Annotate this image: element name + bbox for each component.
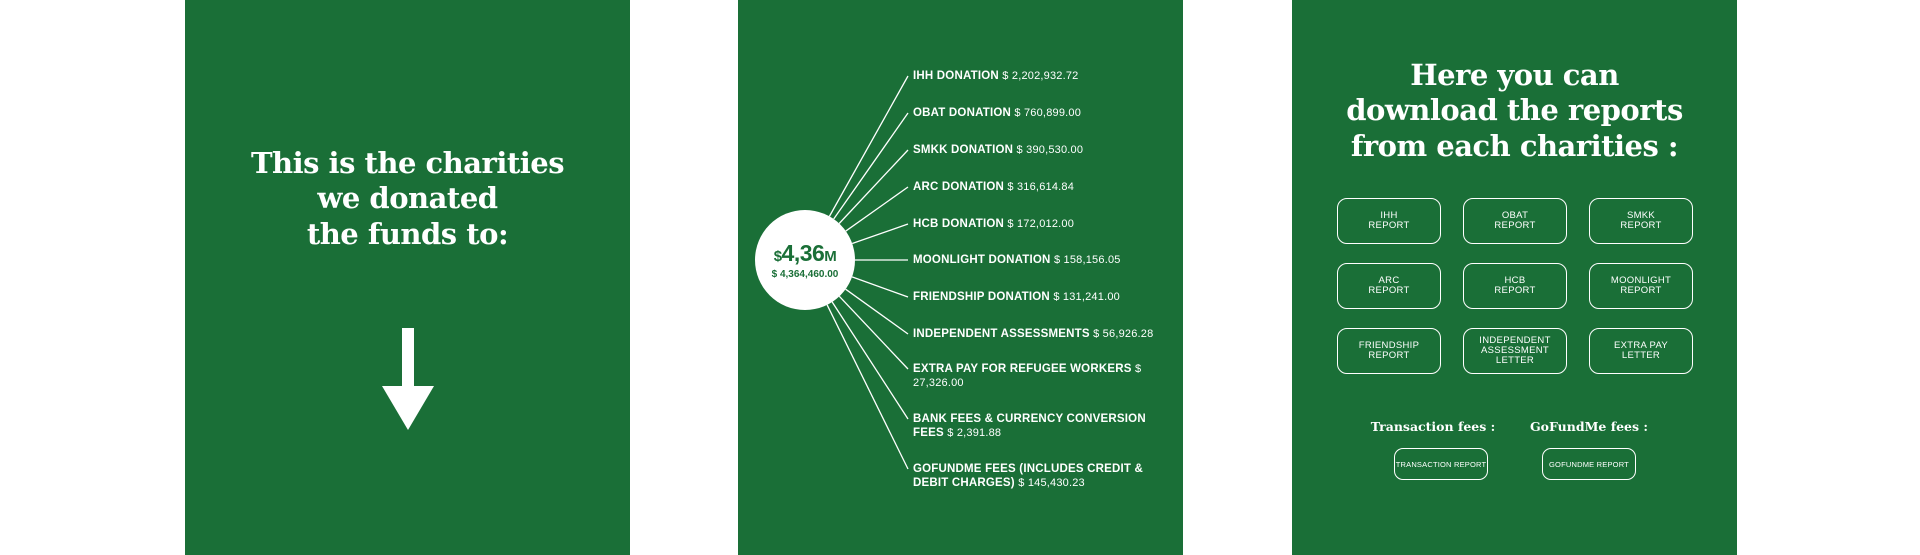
report-button-label — [1479, 336, 1550, 366]
donation-item — [913, 253, 1175, 267]
donation-item — [913, 462, 1175, 490]
donation-item — [913, 362, 1175, 390]
report-label-line: ASSESSMENT — [1481, 345, 1549, 356]
intro-title-line: we donated — [317, 181, 498, 216]
report-label-line: ARC — [1378, 275, 1400, 286]
report-button-label — [1620, 211, 1661, 231]
connector-line — [852, 277, 908, 297]
transaction-fees-label: Transaction fees : — [1370, 419, 1496, 434]
donation-name: BANK FEES & CURRENCY CONVERSION FEES — [913, 413, 1146, 439]
report-button[interactable] — [1463, 198, 1567, 244]
donation-amount: $ 131,241.00 — [1053, 291, 1120, 303]
report-button-label — [1368, 276, 1409, 296]
donation-item — [913, 143, 1175, 157]
donation-item — [913, 217, 1175, 231]
total-amount-short — [774, 240, 837, 267]
report-label-line: INDEPENDENT — [1479, 335, 1551, 346]
intro-title-line: This is the charities — [250, 146, 565, 180]
donation-amount: $ 56,926.28 — [1093, 328, 1154, 340]
report-button-label — [1368, 211, 1409, 231]
donation-name: IHH DONATION — [913, 70, 999, 82]
donation-name: ARC DONATION — [913, 181, 1004, 193]
reports-title-line: Here you can — [1410, 58, 1619, 92]
donation-item — [913, 290, 1175, 304]
donations-panel — [738, 0, 1183, 555]
donation-name: HCB DONATION — [913, 218, 1004, 230]
gofundme-report-button[interactable]: GOFUNDME REPORT — [1542, 448, 1636, 480]
report-label-line: REPORT — [1368, 285, 1410, 296]
donation-amount: $ 2,391.88 — [947, 427, 1002, 439]
report-label-line: MOONLIGHT — [1610, 275, 1672, 286]
donation-item — [913, 180, 1175, 194]
donation-item — [913, 106, 1175, 120]
connector-line — [834, 113, 908, 219]
report-button-label — [1611, 276, 1671, 296]
report-label-line: OBAT — [1501, 210, 1529, 221]
reports-panel — [1292, 0, 1737, 555]
donation-name: GOFUNDME FEES (INCLUDES CREDIT & DEBIT CHARGES) — [913, 463, 1144, 489]
connector-line — [827, 305, 908, 469]
donation-amount: $ 158,156.05 — [1053, 254, 1121, 266]
report-label-line: REPORT — [1494, 220, 1536, 231]
connector-line — [839, 296, 908, 369]
donation-amount: $ 145,430.23 — [1018, 477, 1085, 489]
total-circle — [755, 210, 855, 310]
donation-item — [913, 412, 1175, 440]
report-label-line: REPORT — [1368, 220, 1410, 231]
total-value: 4,36 — [781, 240, 825, 266]
arrow-down-icon — [382, 328, 434, 430]
connector-line — [852, 224, 908, 244]
donation-amount: $ 390,530.00 — [1016, 144, 1084, 156]
intro-title — [185, 146, 630, 252]
total-amount-full: $ 4,364,460.00 — [771, 269, 839, 280]
connector-line — [846, 289, 908, 334]
donation-amount: $ 172,012.00 — [1007, 218, 1075, 230]
report-label-line: IHH — [1380, 210, 1398, 221]
report-label-line: REPORT — [1620, 285, 1662, 296]
report-button-label — [1494, 211, 1535, 231]
currency-symbol: $ — [773, 248, 782, 265]
report-button[interactable] — [1589, 198, 1693, 244]
report-label-line: HCB — [1504, 275, 1526, 286]
report-button[interactable] — [1337, 328, 1441, 374]
intro-title-line: the funds to: — [306, 216, 509, 251]
connector-line — [832, 302, 908, 419]
donation-item — [913, 69, 1175, 83]
donation-name: SMKK DONATION — [913, 144, 1014, 156]
connector-line — [846, 187, 908, 231]
report-button[interactable] — [1589, 328, 1693, 374]
donation-name: OBAT DONATION — [913, 107, 1011, 119]
million-suffix: M — [824, 248, 837, 265]
reports-title-line: from each charities : — [1350, 128, 1679, 163]
report-button[interactable] — [1337, 198, 1441, 244]
donation-name: EXTRA PAY FOR REFUGEE WORKERS — [913, 363, 1132, 375]
report-label-line: SMKK — [1626, 210, 1656, 221]
reports-title-line: download the reports — [1346, 93, 1683, 128]
report-label-line: LETTER — [1621, 350, 1661, 361]
report-label-line: REPORT — [1620, 220, 1662, 231]
report-button[interactable] — [1463, 263, 1567, 309]
donation-amount: $ 2,202,932.72 — [1002, 70, 1079, 82]
donation-item — [913, 327, 1175, 341]
donation-amount: $ 27,326.00 — [913, 363, 1142, 389]
report-label-line: FRIENDSHIP — [1358, 340, 1420, 351]
report-button[interactable] — [1337, 263, 1441, 309]
report-label-line: REPORT — [1494, 285, 1536, 296]
report-button-label — [1359, 341, 1420, 361]
reports-title — [1292, 58, 1737, 164]
report-button-label — [1614, 341, 1668, 361]
donation-amount: $ 760,899.00 — [1014, 107, 1082, 119]
donation-name: MOONLIGHT DONATION — [913, 254, 1051, 266]
donation-name: INDEPENDENT ASSESSMENTS — [913, 328, 1090, 340]
report-label-line: LETTER — [1495, 355, 1535, 366]
report-label-line: EXTRA PAY — [1613, 340, 1669, 351]
donation-name: FRIENDSHIP DONATION — [913, 291, 1050, 303]
donation-amount: $ 316,614.84 — [1007, 181, 1075, 193]
transaction-report-button[interactable]: TRANSACTION REPORT — [1394, 448, 1488, 480]
report-button[interactable] — [1463, 328, 1567, 374]
report-button-label — [1494, 276, 1535, 296]
intro-panel — [185, 0, 630, 555]
report-button[interactable] — [1589, 263, 1693, 309]
gofundme-fees-label: GoFundMe fees : — [1529, 419, 1648, 434]
report-label-line: REPORT — [1368, 350, 1410, 361]
